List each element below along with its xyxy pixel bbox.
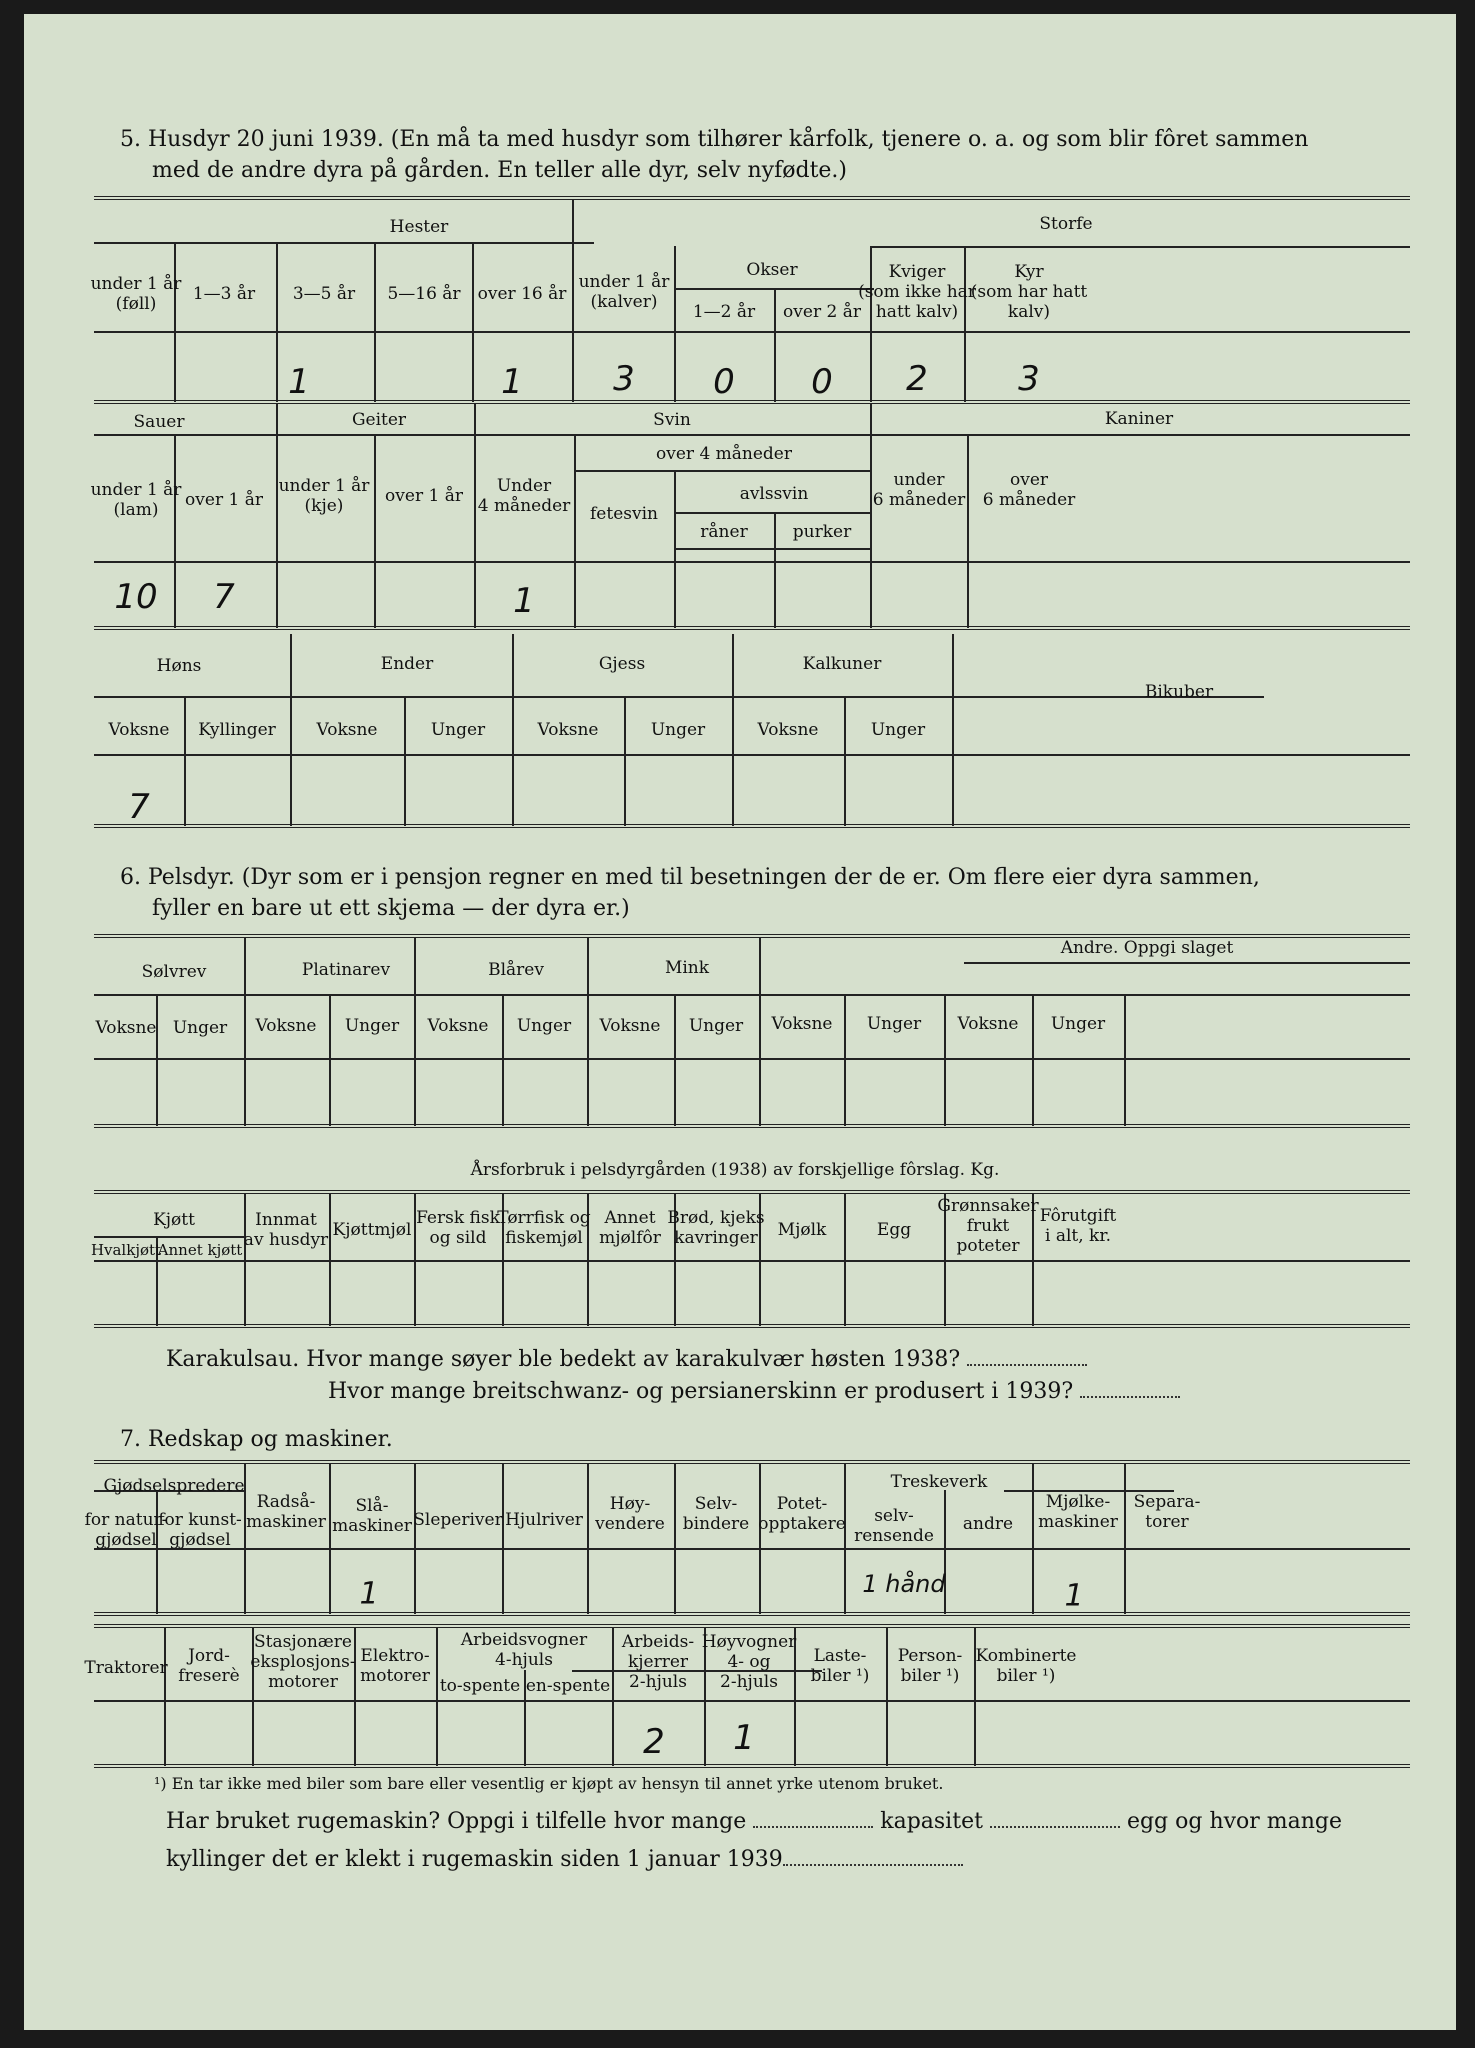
col-blarev-voksne: Voksne bbox=[427, 1016, 489, 1036]
col-kjottmjol: Kjøttmjøl bbox=[332, 1220, 412, 1240]
col-mjolkemaskiner: Mjølke- maskiner bbox=[1038, 1492, 1118, 1532]
col-solvrev-unger: Unger bbox=[172, 1018, 228, 1038]
karakul-q2-answer bbox=[1080, 1386, 1180, 1398]
col-sleperiver: Sleperiver bbox=[413, 1510, 503, 1530]
col-geit-over-1: over 1 år bbox=[385, 486, 463, 506]
col-annet-kjott: Annet kjøtt bbox=[157, 1241, 243, 1259]
header-hester: Hester bbox=[389, 217, 449, 237]
col-okser-1-2: 1—2 år bbox=[692, 302, 756, 322]
header-kjott: Kjøtt bbox=[153, 1210, 195, 1230]
value-hoyvogner: 1 bbox=[733, 1718, 755, 1758]
header-treskeverk: Treskeverk bbox=[890, 1472, 988, 1492]
col-en-spente: en-spente bbox=[525, 1676, 611, 1696]
col-kunstgjodsel: for kunst- gjødsel bbox=[158, 1510, 242, 1550]
col-hoyvendere: Høy- vendere bbox=[595, 1494, 665, 1534]
col-kalver: under 1 år (kalver) bbox=[578, 272, 670, 312]
col-slamaskiner: Slå- maskiner bbox=[332, 1496, 412, 1536]
col-innmat: Innmat av husdyr bbox=[243, 1210, 329, 1250]
col-to-spente: to-spente bbox=[439, 1676, 521, 1696]
header-svin: Svin bbox=[653, 410, 691, 430]
col-gjess-unger: Unger bbox=[650, 720, 706, 740]
value-hons-voksne: 7 bbox=[128, 787, 150, 827]
col-ender-unger: Unger bbox=[430, 720, 486, 740]
col-okser-over-2: over 2 år bbox=[783, 302, 861, 322]
header-hons: Høns bbox=[156, 656, 202, 676]
col-blarev-unger: Unger bbox=[516, 1016, 572, 1036]
col-arbeidskjerrer: Arbeids- kjerrer 2-hjuls bbox=[621, 1632, 695, 1692]
col-raner: råner bbox=[700, 522, 748, 542]
col-hest-over-16: over 16 år bbox=[477, 284, 567, 304]
col-gronnsaker: Grønnsaker frukt poteter bbox=[937, 1196, 1039, 1256]
col-hest-5-16: 5—16 år bbox=[387, 284, 461, 304]
col-potetopptakere: Potet- opptakere bbox=[758, 1494, 846, 1534]
col-mink-unger: Unger bbox=[688, 1016, 744, 1036]
section-6-heading bbox=[120, 862, 1410, 924]
col-radsamaskiner: Radså- maskiner bbox=[246, 1492, 326, 1532]
col-hvalkjott: Hvalkjøtt bbox=[90, 1241, 162, 1259]
section-5-line2: med de andre dyra på gården. En teller alle dyr, selv nyfødte.) bbox=[152, 158, 848, 183]
census-form-page bbox=[24, 14, 1456, 2030]
section-6-line1: 6. Pelsdyr. (Dyr som er i pensjon regner en med til besetningen der de er. Om flere eier dyra sammen, bbox=[120, 865, 1260, 890]
col-selvrensende: selv- rensende bbox=[854, 1506, 934, 1546]
col-hoyvogner: Høyvogner 4- og 2-hjuls bbox=[701, 1632, 797, 1692]
value-arbeidskjerrer: 2 bbox=[643, 1722, 665, 1762]
header-geiter: Geiter bbox=[351, 410, 407, 430]
header-over-4-maneder: over 4 måneder bbox=[656, 444, 792, 464]
value-sau-over-1: 7 bbox=[213, 577, 235, 617]
col-annet-mjolfor: Annet mjølfôr bbox=[599, 1208, 661, 1248]
col-jordfresere: Jord- freserè bbox=[178, 1646, 240, 1686]
col-andre2-unger: Unger bbox=[1050, 1014, 1106, 1034]
header-mink: Mink bbox=[664, 958, 710, 978]
col-kanin-over-6: over 6 måneder bbox=[982, 470, 1076, 510]
col-torrfisk: Tørrfisk og fiskemjøl bbox=[497, 1208, 591, 1248]
value-lam: 10 bbox=[114, 577, 158, 617]
header-storfe: Storfe bbox=[1039, 214, 1093, 234]
col-selvbindere: Selv- bindere bbox=[682, 1494, 750, 1534]
header-platinarev: Platinarev bbox=[301, 960, 391, 980]
section-5-heading bbox=[120, 124, 1410, 186]
col-svin-under-4: Under 4 måneder bbox=[477, 476, 571, 516]
col-traktorer: Traktorer bbox=[84, 1658, 168, 1678]
col-mjolk: Mjølk bbox=[777, 1220, 827, 1240]
karakul-q1-answer bbox=[967, 1354, 1087, 1366]
header-arbeidsvogner: Arbeidsvogner 4-hjuls bbox=[460, 1630, 588, 1670]
col-lastebiler: Laste- biler ¹) bbox=[810, 1646, 870, 1686]
col-kalkun-unger: Unger bbox=[870, 720, 926, 740]
col-purker: purker bbox=[792, 522, 852, 542]
value-svin-under-4: 1 bbox=[513, 581, 535, 621]
col-fersk-fisk: Fersk fisk og sild bbox=[416, 1208, 500, 1248]
col-elektromotorer: Elektro- motorer bbox=[360, 1646, 430, 1686]
header-ender: Ender bbox=[380, 654, 434, 674]
col-forutgift: Fôrutgift i alt, kr. bbox=[1039, 1206, 1117, 1246]
rugemaskin-line1: Har bruket rugemaskin? Oppgi i tilfelle hvor mange kapasitet egg og hvor mange bbox=[166, 1809, 1343, 1834]
col-hons-voksne: Voksne bbox=[108, 720, 170, 740]
col-andre1-voksne: Voksne bbox=[771, 1014, 833, 1034]
col-hjulriver: Hjulriver bbox=[505, 1510, 583, 1530]
header-andre-slaget: Andre. Oppgi slaget bbox=[1060, 938, 1234, 958]
header-sauer: Sauer bbox=[133, 412, 185, 432]
rugemaskin-kyllinger-answer bbox=[783, 1854, 963, 1866]
col-kviger: Kviger (som ikke har hatt kalv) bbox=[858, 262, 976, 322]
col-fetesvin: fetesvin bbox=[590, 504, 658, 524]
value-hest-over-16: 1 bbox=[501, 362, 523, 402]
value-selvrensende: 1 hånd bbox=[862, 1570, 946, 1598]
col-stasjonaere-motorer: Stasjonære eksplosjons- motorer bbox=[250, 1632, 356, 1692]
col-egg: Egg bbox=[876, 1220, 912, 1240]
footnote-biler: ¹) En tar ikke med biler som bare eller vesentlig er kjøpt av hensyn til annet yrke utenom bruket. bbox=[154, 1774, 944, 1793]
header-blarev: Blårev bbox=[488, 960, 544, 980]
col-platina-voksne: Voksne bbox=[255, 1016, 317, 1036]
col-andre2-voksne: Voksne bbox=[957, 1014, 1019, 1034]
section-7-heading: 7. Redskap og maskiner. bbox=[120, 1427, 393, 1452]
header-kalkuner: Kalkuner bbox=[802, 654, 882, 674]
value-kviger: 2 bbox=[906, 359, 928, 399]
col-gjess-voksne: Voksne bbox=[537, 720, 599, 740]
col-hest-3-5: 3—5 år bbox=[292, 284, 356, 304]
col-lam: under 1 år (lam) bbox=[90, 480, 182, 520]
value-hest-3-5: 1 bbox=[288, 362, 310, 402]
value-slamaskiner: 1 bbox=[359, 1576, 379, 1612]
forbruk-title: Årsforbruk i pelsdyrgården (1938) av forskjellige fôrslag. Kg. bbox=[470, 1160, 1000, 1180]
header-gjess: Gjess bbox=[598, 654, 646, 674]
header-avlssvin: avlssvin bbox=[739, 484, 809, 504]
col-kyr: Kyr (som har hatt kalv) bbox=[970, 262, 1088, 322]
col-solvrev-voksne: Voksne bbox=[95, 1018, 157, 1038]
rugemaskin-kapasitet-answer bbox=[990, 1816, 1120, 1828]
col-kanin-under-6: under 6 måneder bbox=[872, 470, 966, 510]
section-6-line2: fyller en bare ut ett skjema — der dyra er.) bbox=[152, 896, 630, 921]
col-ender-voksne: Voksne bbox=[316, 720, 378, 740]
karakul-q1: Karakulsau. Hvor mange søyer ble bedekt av karakulvær høsten 1938? bbox=[166, 1344, 1087, 1375]
value-okser-over-2: 0 bbox=[811, 362, 833, 402]
header-kaniner: Kaniner bbox=[1104, 409, 1174, 429]
header-bikuber: Bikuber bbox=[1144, 682, 1214, 702]
value-kyr: 3 bbox=[1018, 359, 1040, 399]
col-brod: Brød, kjeks kavringer bbox=[667, 1208, 765, 1248]
header-solvrev: Sølvrev bbox=[141, 962, 207, 982]
rugemaskin-line2: kyllinger det er klekt i rugemaskin siden 1 januar 1939 bbox=[166, 1844, 963, 1875]
col-andre1-unger: Unger bbox=[866, 1014, 922, 1034]
value-kalver: 3 bbox=[613, 359, 635, 399]
section-5-line1: 5. Husdyr 20 juni 1939. (En må ta med husdyr som tilhører kårfolk, tjenere o. a. og som blir fôret sammen bbox=[120, 127, 1309, 152]
col-sau-over-1: over 1 år bbox=[185, 490, 263, 510]
col-naturgjodsel: for natur- gjødsel bbox=[84, 1510, 168, 1550]
col-andre: andre bbox=[962, 1514, 1014, 1534]
header-gjodselspredere: Gjødselspredere bbox=[103, 1476, 245, 1496]
col-foll: under 1 år (føll) bbox=[90, 274, 182, 314]
col-kyllinger: Kyllinger bbox=[198, 720, 276, 740]
value-mjolkemaskiner: 1 bbox=[1064, 1578, 1084, 1614]
col-hest-1-3: 1—3 år bbox=[192, 284, 256, 304]
col-separatorer: Separa- torer bbox=[1133, 1492, 1201, 1532]
col-kalkun-voksne: Voksne bbox=[757, 720, 819, 740]
col-personbiler: Person- biler ¹) bbox=[897, 1646, 963, 1686]
karakul-q2: Hvor mange breitschwanz- og persianerskinn er produsert i 1939? bbox=[328, 1376, 1180, 1407]
col-kje: under 1 år (kje) bbox=[278, 476, 370, 516]
col-platina-unger: Unger bbox=[344, 1016, 400, 1036]
header-okser: Okser bbox=[746, 260, 798, 280]
col-kombinerte-biler: Kombinerte biler ¹) bbox=[975, 1646, 1077, 1686]
value-okser-1-2: 0 bbox=[713, 362, 735, 402]
rugemaskin-antall-answer bbox=[753, 1816, 873, 1828]
col-mink-voksne: Voksne bbox=[599, 1016, 661, 1036]
